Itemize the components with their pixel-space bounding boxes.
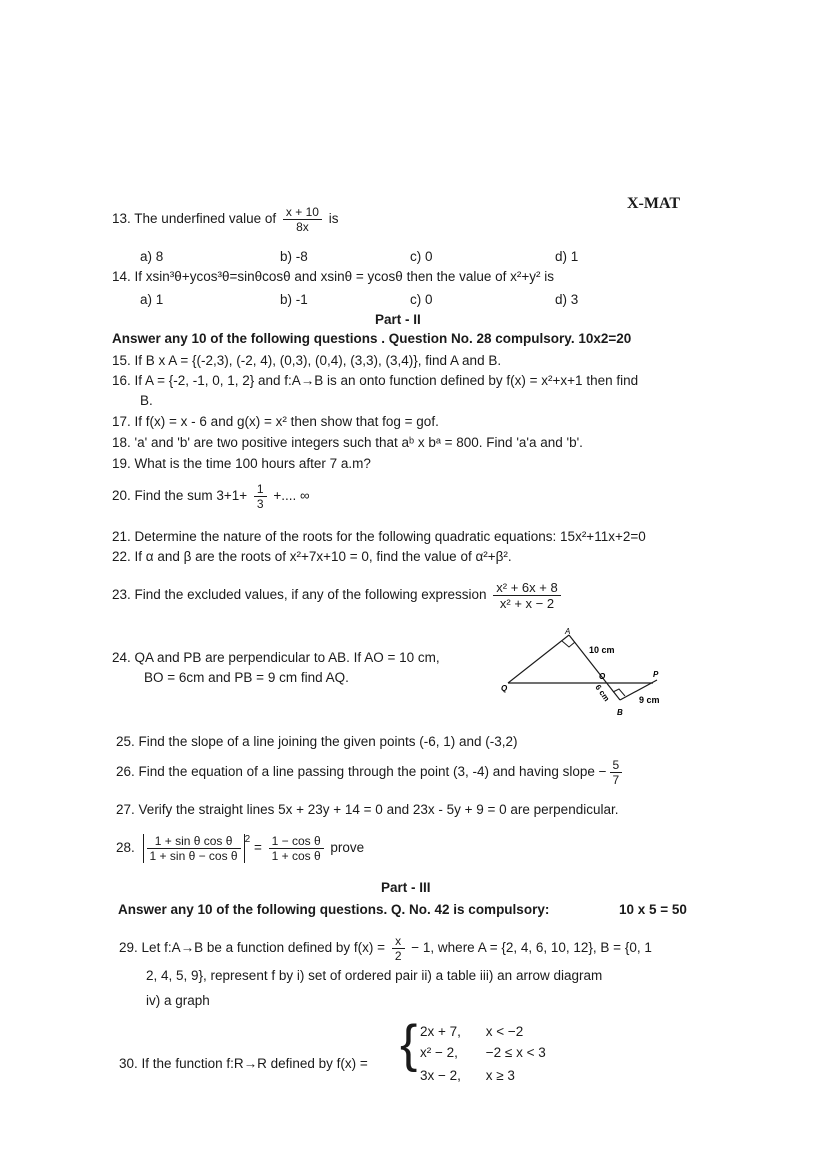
question-number: 24. [112,650,131,665]
label-pb-length: 9 cm [639,695,660,705]
question-text: 'a' and 'b' are two positive integers such that aᵇ x bᵃ = 800. Find 'a'a and 'b'. [134,435,583,450]
bracket-expression [143,834,245,863]
case-condition: −2 ≤ x < 3 [485,1045,546,1060]
fraction [610,758,623,787]
question-number: 17. [112,414,131,429]
question-23 [112,580,564,611]
fraction [269,834,324,863]
question-22 [112,549,512,564]
fraction-denominator: 1 + sin θ − cos θ [149,849,238,863]
fraction-denominator: 8x [296,220,309,234]
fraction-numerator: 1 [254,482,267,497]
question-text: Find the excluded values, if any of the following expression [134,587,487,603]
fraction-numerator: x + 10 [283,205,322,220]
question-16-continued: B. [140,393,153,408]
question-29-line-3: iv) a graph [146,993,210,1008]
question-14 [112,269,554,284]
fraction-numerator: 1 − cos θ [269,834,324,849]
question-number: 14. [112,269,131,284]
label-b: B [617,708,623,717]
fraction [283,205,322,234]
fraction-denominator: 3 [256,497,264,511]
part-2-title: Part - II [375,312,421,327]
question-number: 26. [116,764,135,780]
question-number: 13. [112,211,131,227]
line-qa [508,635,569,683]
question-text: If xsin³θ+ycos³θ=sinθcosθ and xsinθ = ycosθ then the value of x²+y² is [134,269,555,284]
q14-option-a: a) 1 [140,292,164,307]
triangle-figure [495,625,675,725]
paper-code: X-MAT [627,195,681,212]
question-text: Determine the nature of the roots for the following quadratic equations: 15x²+11x+2=0 [134,529,646,544]
question-number: 18. [112,435,131,450]
fraction-numerator: x² + 6x + 8 [493,580,560,596]
q14-option-b: b) -1 [280,292,308,307]
question-number: 16. [112,373,131,388]
case-expression: x² − 2, [420,1045,458,1060]
question-17 [112,414,439,429]
question-text-end: +.... ∞ [273,488,310,504]
case-condition: x ≥ 3 [485,1068,515,1083]
label-ao-length: 10 cm [589,645,615,655]
question-text: prove [330,840,365,856]
question-text: If A = {-2, -1, 0, 1, 2} and f:A→B is an onto function defined by f(x) = x²+x+1 then find [134,373,639,388]
q13-option-b: b) -8 [280,249,308,264]
question-18 [112,435,583,450]
question-number: 25. [116,734,135,749]
question-text: Find the equation of a line passing through the point (3, -4) and having slope [138,764,595,780]
fraction-denominator: 2 [394,949,402,963]
question-27 [116,802,618,817]
fraction-denominator: 7 [612,773,620,787]
question-text: What is the time 100 hours after 7 a.m? [134,456,371,471]
case-expression: 2x + 7, [420,1024,461,1039]
equals-sign: = [253,840,262,856]
question-text-end: is [328,211,339,227]
question-number: 21. [112,529,131,544]
part-3-title: Part - III [381,880,431,895]
case-expression: 3x − 2, [420,1068,461,1083]
question-text: Find the slope of a line joining the given points (-6, 1) and (-3,2) [138,734,518,749]
question-number: 27. [116,802,135,817]
piecewise-case-2 [420,1045,546,1060]
exponent: 2 [244,834,251,845]
question-text-end: − 1, where A = {2, 4, 6, 10, 12}, B = {0, 1 [411,940,652,956]
question-29-line-2: 2, 4, 5, 9}, represent f by i) set of ordered pair ii) a table iii) an arrow diagram [146,968,603,983]
question-24 [112,650,440,665]
fraction-numerator: 1 + sin θ cos θ [147,834,241,849]
label-bo-length: 6 cm [593,682,612,704]
question-15 [112,353,501,368]
part-3-marks: 10 x 5 = 50 [619,902,687,917]
fraction [254,482,267,511]
q13-option-d: d) 1 [555,249,579,264]
question-19 [112,456,371,471]
fraction [493,580,560,611]
question-26 [116,758,625,787]
question-text: If B x A = {(-2,3), (-2, 4), (0,3), (0,4), (3,3), (3,4)}, find A and B. [134,353,502,368]
part-3-instruction: Answer any 10 of the following questions. Q. No. 42 is compulsory: [118,902,550,917]
question-number: 19. [112,456,131,471]
question-text: Let f:A→B be a function defined by f(x) = [141,940,386,956]
fraction-denominator: 1 + cos θ [271,849,321,863]
question-text: If α and β are the roots of x²+7x+10 = 0, find the value of α²+β². [134,549,512,564]
question-28 [116,834,364,863]
question-number: 30. [119,1056,138,1071]
piecewise-case-3 [420,1068,515,1083]
q14-option-c: c) 0 [410,292,433,307]
question-24-continued: BO = 6cm and PB = 9 cm find AQ. [144,670,349,685]
question-text: If the function f:R→R defined by f(x) = [141,1056,368,1071]
fraction [147,834,241,863]
question-number: 28. [116,840,135,856]
piecewise-case-1 [420,1024,523,1039]
question-text: Find the sum 3+1+ [134,488,248,504]
question-number: 22. [112,549,131,564]
question-text: The underfined value of [134,211,277,227]
question-number: 15. [112,353,131,368]
question-number: 29. [119,940,138,956]
label-o: O [599,672,606,681]
q13-option-c: c) 0 [410,249,433,264]
case-condition: x < −2 [485,1024,524,1039]
piecewise-brace: { [400,1015,418,1073]
question-20 [112,482,310,511]
right-angle-a [562,641,575,647]
question-30 [119,1056,368,1071]
question-25 [116,734,518,749]
fraction [392,934,405,963]
question-13 [112,205,338,234]
label-q: Q [501,684,508,693]
question-text: Verify the straight lines 5x + 23y + 14 = 0 and 23x - 5y + 9 = 0 are perpendicular. [138,802,619,817]
q14-option-d: d) 3 [555,292,579,307]
question-29 [119,934,652,963]
fraction-numerator: 5 [610,758,623,773]
label-p: P [653,670,659,679]
slope-sign: − [598,764,607,780]
q13-option-a: a) 8 [140,249,164,264]
question-16 [112,373,638,388]
question-number: 20. [112,488,131,504]
question-number: 23. [112,587,131,603]
fraction-numerator: x [392,934,405,949]
question-21 [112,529,646,544]
question-text: QA and PB are perpendicular to AB. If AO = 10 cm, [134,650,440,665]
label-a: A [565,627,571,636]
question-text: If f(x) = x - 6 and g(x) = x² then show that fog = gof. [134,414,439,429]
fraction-denominator: x² + x − 2 [499,596,555,611]
part-2-instruction: Answer any 10 of the following questions . Question No. 28 compulsory. 10x2=20 [112,331,632,346]
